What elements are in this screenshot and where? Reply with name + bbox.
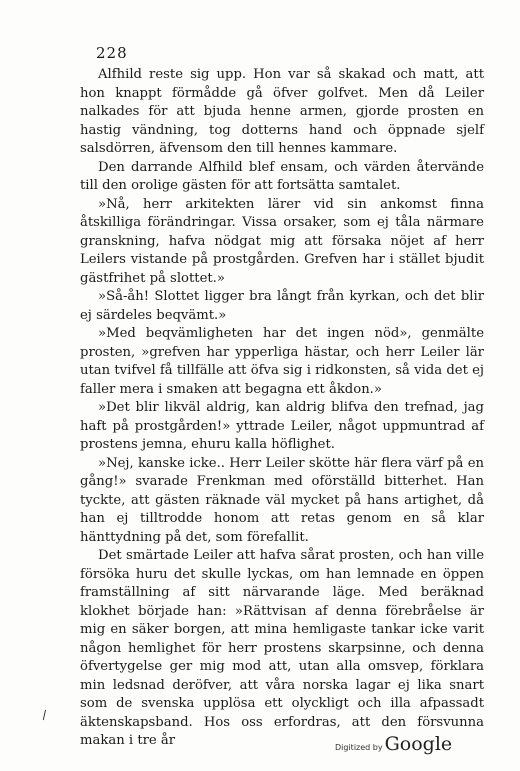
stray-mark: ∖ [37, 707, 51, 723]
digitized-footer [335, 733, 452, 755]
paragraph: »Nej, kanske icke.. Herr Leiler skötte här flera värf på en gång!» svarade Frenkman med oförställd bitterhet. Han tyckte, att gästen räknade väl mycket på hans artighet, då han ej tilltrodde honom att retas genom en så klar hänttydning på det, som förefallit. [80, 455, 484, 545]
paragraph: »Nå, herr arkitekten lärer vid sin ankomst finna åtskilliga förändringar. Vissa orsaker, som ej tåla närmare granskning, hafva nödgat mig att försaka nöjet af herr Leilers vistande på prostgården. Grefven har i stället bjudit gästfrihet på slottet.» [80, 196, 484, 286]
paragraph: »Med beqvämligheten har det ingen nöd», genmälte prosten, »grefven har ypperliga hästar, och herr Leiler lär utan tvifvel få tillfälle att öfva sig i ridkonsten, så vida det ej faller mera i smaken att begagna ett åkdon.» [80, 326, 484, 397]
paragraph: »Det blir likväl aldrig, kan aldrig blifva den trefnad, jag haft på prostgården!» yttrade Leiler, något uppmuntrad af prostens jemna, ehuru kalla höflighet. [80, 400, 484, 452]
paragraph: Den darrande Alfhild blef ensam, och värden återvände till den orolige gästen för att fortsätta samtalet. [80, 159, 484, 193]
paragraph: Alfhild reste sig upp. Hon var så skakad och matt, att hon knappt förmådde gå öfver golfvet. Men då Leiler nalkades för att bjuda henne armen, gjorde prosten en hastig vändning, tog dotterns hand och öppnade sjelf salsdörren, äfvensom den till hennes kammare. [80, 67, 484, 156]
google-logo: Google [384, 733, 453, 755]
page-number: 228 [96, 44, 128, 62]
body-text [80, 66, 484, 751]
paragraph: »Så-åh! Slottet ligger bra långt från kyrkan, och det blir ej särdeles beqvämt.» [80, 289, 484, 323]
digitized-by-label: Digitized by [335, 743, 383, 752]
paragraph: Det smärtade Leiler att hafva sårat prosten, och han ville försöka huru det skulle lyckas, om han lemnade en öppen framställning af sitt närvarande läge. Med beräknad klokhet började han: »Rättvisan af denna förebråelse är mig en säker borgen, att mina hemligaste tankar icke varit någon hemlighet för herr prostens skarpsinne, och denna öfvertygelse ger mig mod att, utan alla omsvep, förklara min ledsnad deröfver, att våra norska lagar ej lika snart som de svenska upplösa ett olyckligt och illa afpassadt äktenskapsband. Hos oss erfordras, att den försvunna makan i tre år [80, 548, 484, 748]
